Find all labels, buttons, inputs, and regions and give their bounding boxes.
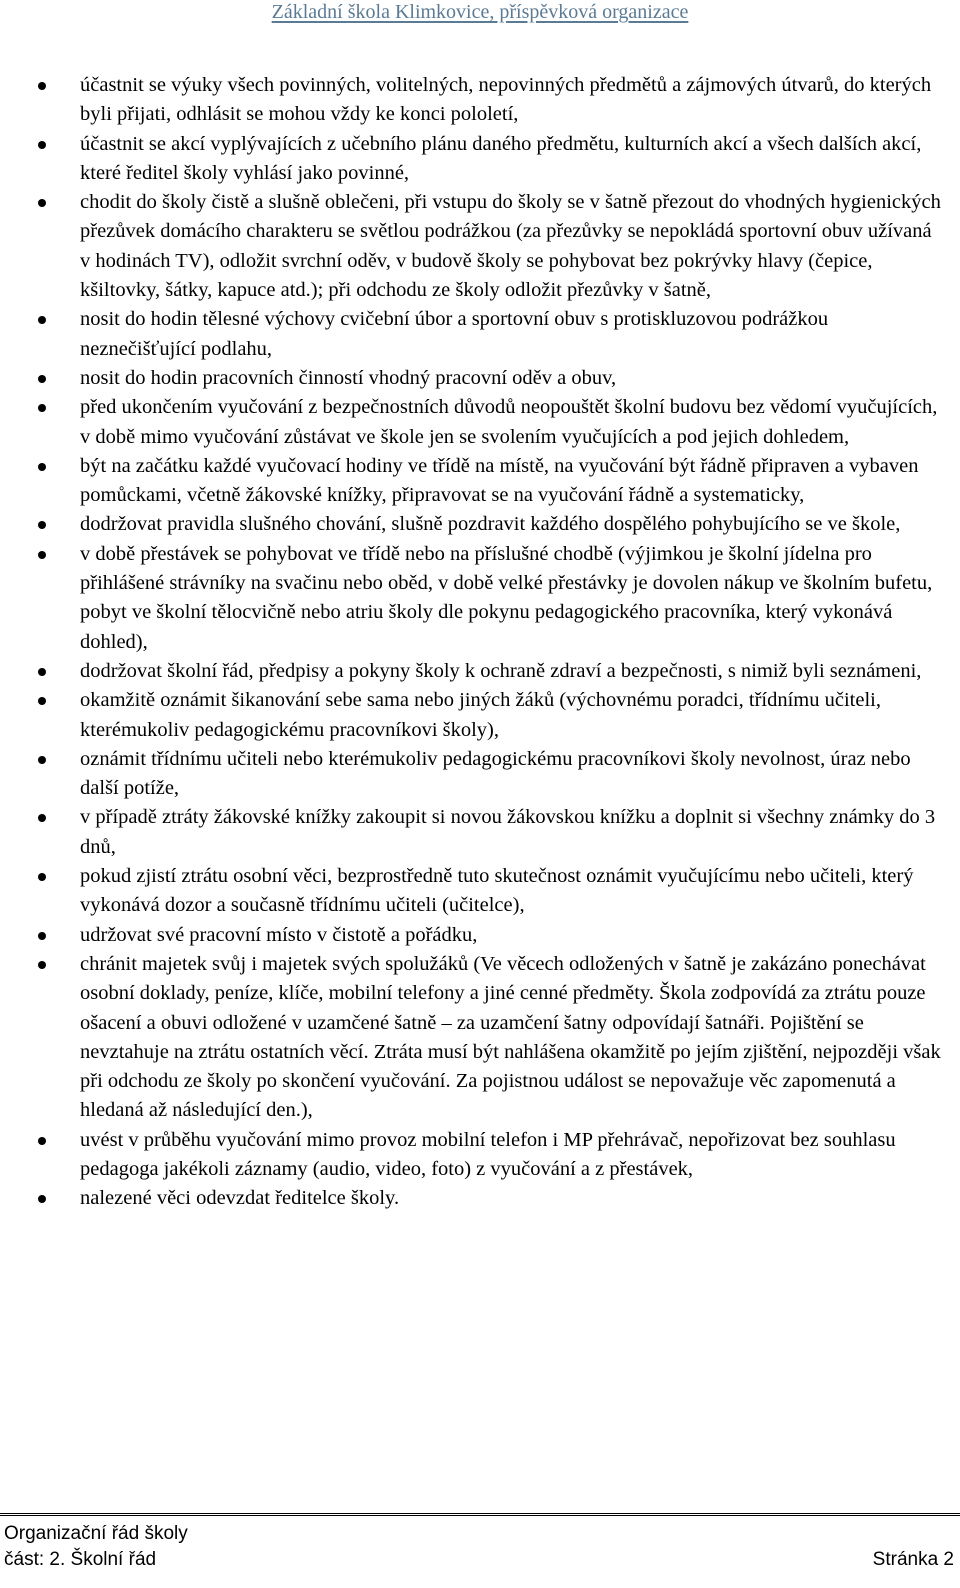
list-item-text: před ukončením vyučování z bezpečnostních důvodů neopouštět školní budovu bez vědomí vyučujících, v době mimo vyučování zůstávat ve škole jen se svolením vyučujících a pod jejich dohledem, (80, 396, 938, 448)
list-item (0, 950, 960, 1126)
list-item-text: v případě ztráty žákovské knížky zakoupit si novou žákovskou knížku a doplnit si všechny známky do 3 dnů, (80, 806, 936, 858)
bullet-icon (38, 551, 46, 559)
list-item-text: dodržovat pravidla slušného chování, slušně pozdravit každého dospělého pohybujícího se ve škole, (80, 513, 901, 536)
list-item-text: být na začátku každé vyučovací hodiny ve třídě na místě, na vyučování být řádně připraven a vybaven pomůckami, včetně žákovské knížky, připravovat se na vyučování řádně a systematicky, (80, 454, 919, 507)
list-item (0, 364, 960, 393)
list-item-text: účastnit se akcí vyplývajících z učebního plánu daného předmětu, kulturních akcí a všech dalších akcí, které ředitel školy vyhlásí jako povinné, (80, 132, 922, 184)
bullet-icon (38, 463, 46, 471)
list-item (0, 657, 960, 686)
list-item-text: udržovat své pracovní místo v čistotě a pořádku, (80, 923, 478, 946)
list-item (0, 305, 960, 364)
list-item (0, 452, 960, 511)
bullet-icon (38, 199, 46, 207)
list-item-text: nosit do hodin pracovních činností vhodný pracovní oděv a obuv, (80, 366, 617, 389)
list-item-text: dodržovat školní řád, předpisy a pokyny školy k ochraně zdraví a bezpečnosti, s nimiž byli seznámeni, (80, 659, 922, 682)
rules-list (0, 71, 960, 1214)
list-item (0, 188, 960, 305)
bullet-icon (38, 697, 46, 705)
bullet-icon (38, 932, 46, 940)
bullet-icon (38, 961, 46, 969)
bullet-icon (38, 1195, 46, 1203)
list-item (0, 130, 960, 189)
bullet-icon (38, 521, 46, 529)
list-item (0, 921, 960, 950)
bullet-icon (38, 756, 46, 764)
list-item (0, 540, 960, 657)
list-item-text: v době přestávek se pohybovat ve třídě nebo na příslušné chodbě (výjimkou je školní jídelna pro přihlášené strávníky na svačinu nebo oběd, v době velké přestávky je dovolen nákup ve školním bufetu, pobyt ve školní tělocvičně nebo atriu školy dle pokynu pedagogického pracovníka, který vykonává dohled), (80, 542, 933, 653)
list-item (0, 1184, 960, 1213)
bullet-icon (38, 814, 46, 822)
bullet-icon (38, 668, 46, 676)
list-item-text: oznámit třídnímu učiteli nebo kterémukoliv pedagogickému pracovníkovi školy nevolnost, úraz nebo další potíže, (80, 747, 911, 800)
bullet-icon (38, 141, 46, 149)
list-item-text: uvést v průběhu vyučování mimo provoz mobilní telefon i MP přehrávač, nepořizovat bez souhlasu pedagoga jakékoli záznamy (audio, video, foto) z vyučování a z přestávek, (80, 1128, 896, 1180)
list-item-text: chránit majetek svůj i majetek svých spolužáků (Ve věcech odložených v šatně je zakázáno ponechávat osobní doklady, peníze, klíče, mobilní telefony a jiné cenné předměty. Škola zodpovídá za ztrátu pouze ošacení a obuvi odložené v uzamčené šatně – za uzamčení šatny odpovídají šatnáři. Pojištění se nevztahuje na ztrátu ostatních věcí. Ztráta musí být nahlášena okamžitě po jejím zjištění, nejpozději však při odchodu ze školy po skončení vyučování. Za pojistnou událost se nepovažuje věc zapomenutá a hledaná až následující den.), (80, 952, 941, 1122)
list-item-text: chodit do školy čistě a slušně oblečeni, při vstupu do školy se v šatně přezout do vhodných hygienických přezůvek domácího charakteru se světlou podrážkou (za přezůvky se nepokládá sportovní obuv užívaná v hodinách TV), odložit svrchní oděv, v budově školy se pohybovat bez pokrývky hlavy (čepice, kšiltovky, šátky, kapuce atd.); při odchodu ze školy odložit přezůvky v šatně, (80, 191, 941, 302)
list-item (0, 1126, 960, 1185)
list-item (0, 393, 960, 452)
list-item-text: nosit do hodin tělesné výchovy cvičební úbor a sportovní obuv s protiskluzovou podrážkou neznečišťující podlahu, (80, 308, 829, 360)
list-item (0, 803, 960, 862)
footer-page-number: Stránka 2 (872, 1549, 954, 1570)
page-header (0, 0, 960, 24)
header-title: Základní škola Klimkovice, příspěvková organizace (271, 1, 689, 23)
bullet-icon (38, 404, 46, 412)
list-item-text: účastnit se výuky všech povinných, volitelných, nepovinných předmětů a zájmových útvarů, do kterých byli přijati, odhlásit se mohou vždy ke konci pololetí, (80, 74, 932, 126)
footer-document-title: Organizační řád školy (4, 1523, 188, 1544)
list-item-text: nalezené věci odevzdat ředitelce školy. (80, 1187, 400, 1210)
footer-part-label: část: 2. Školní řád (4, 1549, 157, 1570)
list-item (0, 862, 960, 921)
list-item-text: pokud zjistí ztrátu osobní věci, bezprostředně tuto skutečnost oznámit vyučujícímu nebo učiteli, který vykonává dozor a současně třídnímu učiteli (učitelce), (80, 865, 914, 917)
list-item (0, 510, 960, 539)
bullet-icon (38, 873, 46, 881)
bullet-icon (38, 375, 46, 383)
bullet-icon (38, 1137, 46, 1145)
list-item (0, 686, 960, 745)
list-item-text: okamžitě oznámit šikanování sebe sama nebo jiných žáků (výchovnému poradci, třídnímu učiteli, kterémukoliv pedagogickému pracovníkovi školy), (80, 689, 881, 741)
list-item (0, 71, 960, 130)
bullet-icon (38, 316, 46, 324)
bullet-icon (38, 82, 46, 90)
list-item (0, 745, 960, 804)
footer-divider (0, 1513, 960, 1516)
